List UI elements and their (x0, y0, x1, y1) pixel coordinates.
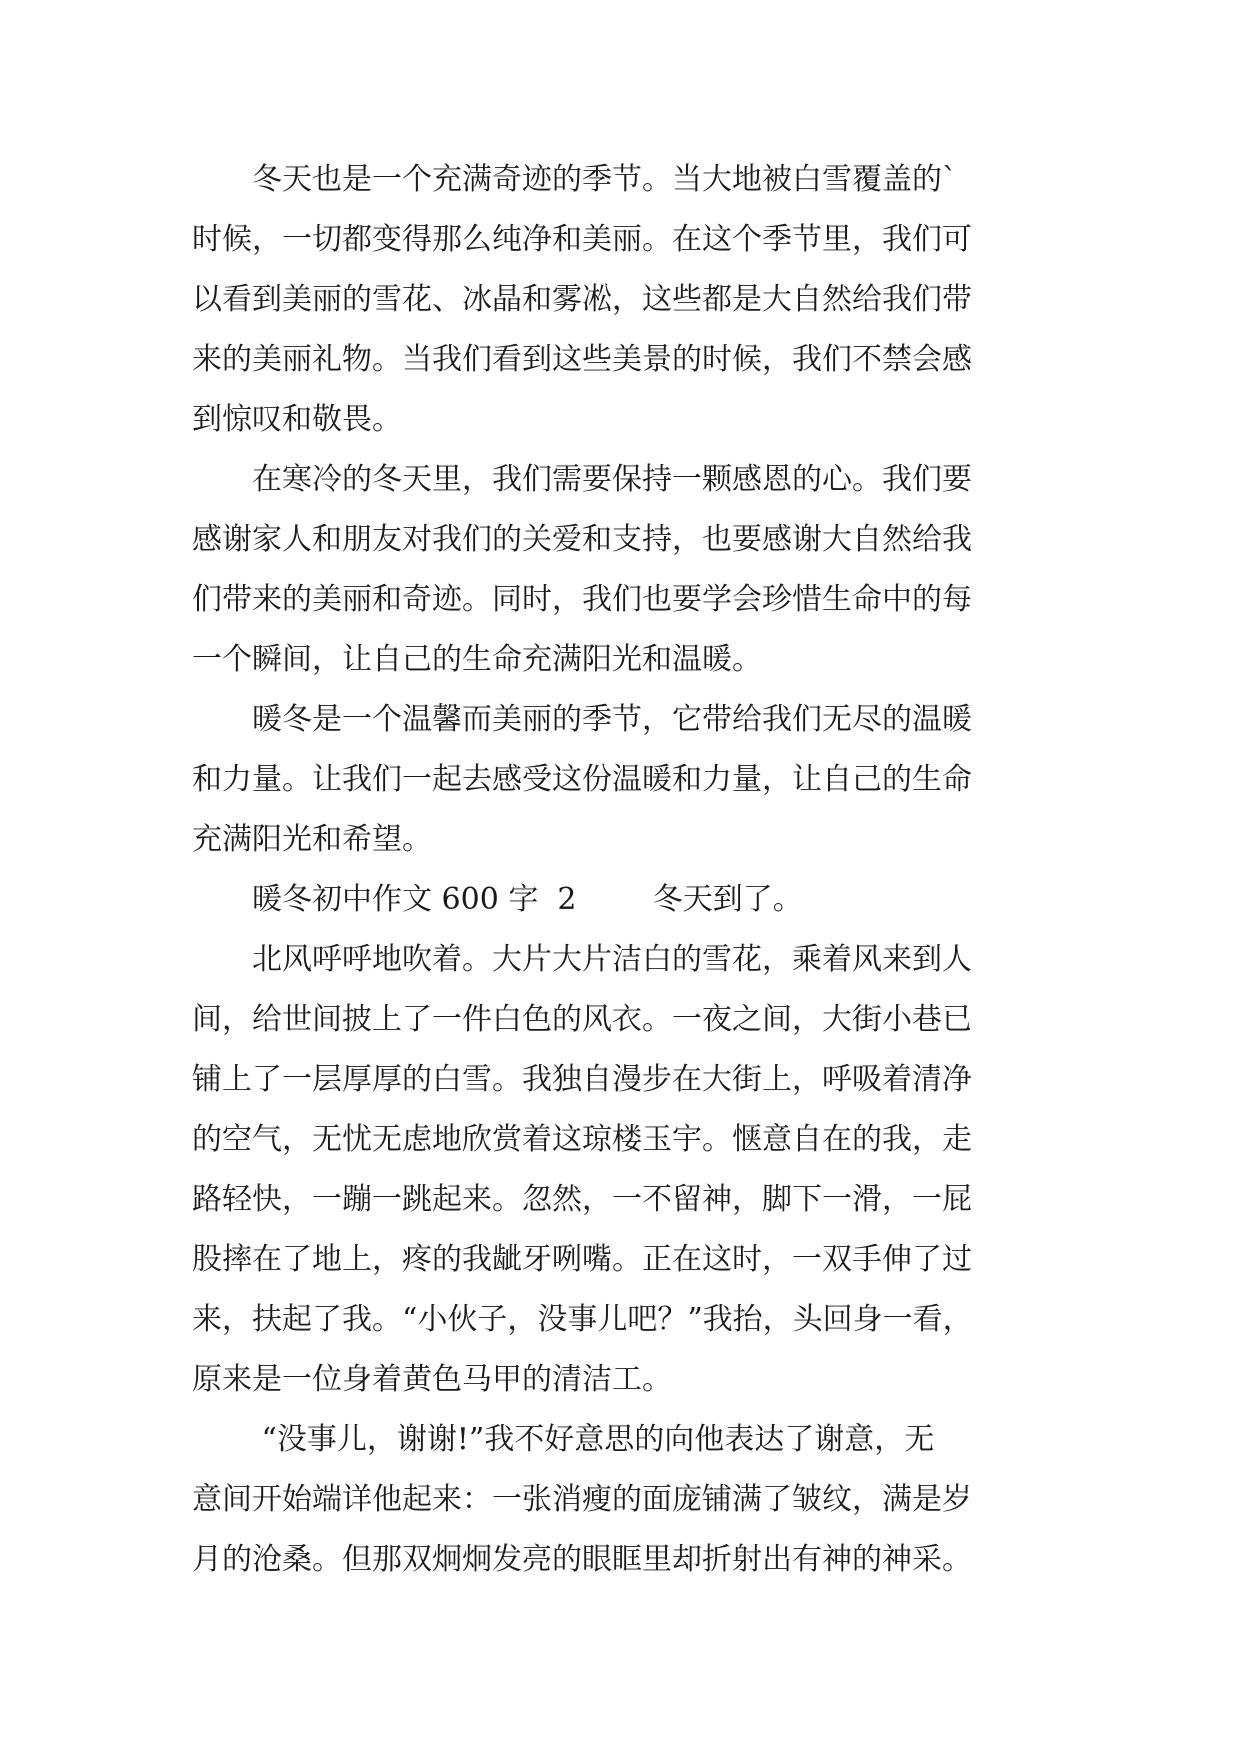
text-line: 原来是一位身着黄色马甲的清洁工。 (192, 1362, 672, 1397)
text-line: 以看到美丽的雪花、冰晶和雾凇，这些都是大自然给我们带 (192, 282, 972, 317)
text-line: 和力量。让我们一起去感受这份温暖和力量，让自己的生命 (192, 762, 972, 797)
text-line: 月的沧桑。但那双炯炯发亮的眼眶里却折射出有神的神采。 (192, 1542, 972, 1577)
text-line: 股摔在了地上，疼的我龇牙咧嘴。正在这时，一双手伸了过 (192, 1242, 972, 1277)
text-line: 来的美丽礼物。当我们看到这些美景的时候，我们不禁会感 (192, 342, 972, 377)
text-line: “没事儿，谢谢!”我不好意思的向他表达了谢意，无 (192, 1422, 935, 1457)
section-heading-line: 暖冬初中作文 600 字 2 冬天到了。 (192, 882, 803, 917)
text-line: 北风呼呼地吹着。大片大片洁白的雪花，乘着风来到人 (192, 942, 972, 977)
text-line: 到惊叹和敬畏。 (192, 402, 402, 437)
text-line: 冬天也是一个充满奇迹的季节。当大地被白雪覆盖的` (192, 162, 957, 197)
document-body (192, 150, 1072, 1590)
text-line: 意间开始端详他起来：一张消瘦的面庞铺满了皱纹，满是岁 (192, 1482, 972, 1517)
text-line: 们带来的美丽和奇迹。同时，我们也要学会珍惜生命中的每 (192, 582, 972, 617)
text-line: 充满阳光和希望。 (192, 822, 432, 857)
text-line: 在寒冷的冬天里，我们需要保持一颗感恩的心。我们要 (192, 462, 972, 497)
text-line: 铺上了一层厚厚的白雪。我独自漫步在大街上，呼吸着清净 (192, 1062, 972, 1097)
text-line: 来，扶起了我。“小伙子，没事儿吧？”我抬，头回身一看， (192, 1302, 973, 1337)
text-line: 一个瞬间，让自己的生命充满阳光和温暖。 (192, 642, 762, 677)
text-line: 时候，一切都变得那么纯净和美丽。在这个季节里，我们可 (192, 222, 972, 257)
text-line: 的空气，无忧无虑地欣赏着这琼楼玉宇。惬意自在的我，走 (192, 1122, 972, 1157)
text-line: 间，给世间披上了一件白色的风衣。一夜之间，大街小巷已 (192, 1002, 972, 1037)
text-line: 感谢家人和朋友对我们的关爱和支持，也要感谢大自然给我 (192, 522, 972, 557)
text-line: 暖冬是一个温馨而美丽的季节，它带给我们无尽的温暖 (192, 702, 972, 737)
text-line: 路轻快，一蹦一跳起来。忽然，一不留神，脚下一滑，一屁 (192, 1182, 972, 1217)
